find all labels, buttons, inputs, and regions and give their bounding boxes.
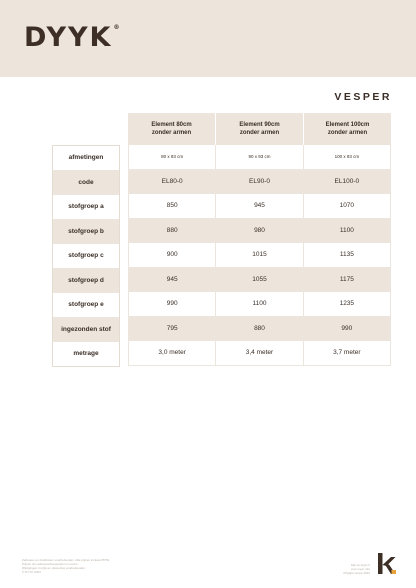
table-cell: 900 <box>129 243 216 267</box>
column-header: Element 90cm zonder armen <box>216 113 304 145</box>
footer-line: © DYYK 2024 <box>22 570 41 574</box>
table-cell: 990 <box>341 324 353 332</box>
table-cell: EL80-0 <box>129 170 216 194</box>
price-table <box>128 113 391 366</box>
table-cell: 880 <box>129 219 216 243</box>
table-cell: 1070 <box>339 202 355 210</box>
footer-line: Zetfouten en drukfouten voorbehouden. Alle prijzen inclusief BTW. <box>22 558 110 562</box>
table-row <box>128 292 391 317</box>
table-cell: 945 <box>129 268 216 292</box>
table-cell: 1100 <box>216 292 303 316</box>
table-cell: 1135 <box>339 251 354 259</box>
table-row <box>128 341 391 366</box>
footer-disclaimer <box>22 558 222 574</box>
footer-line: Kijk op dyyk.nl <box>350 563 370 567</box>
table-cell: EL90-0 <box>216 170 303 194</box>
row-labels <box>52 145 120 367</box>
row-label: stofgroep c <box>53 244 119 269</box>
row-label: stofgroep d <box>53 269 119 294</box>
table-cell: 3,7 meter <box>333 349 361 357</box>
table-cell: 795 <box>129 317 216 341</box>
table-cell: 90 x 93 cm <box>216 145 303 169</box>
table-cell: 1175 <box>339 275 354 283</box>
table-header-row <box>128 113 391 145</box>
column-header: Element 80cm zonder armen <box>128 113 216 145</box>
table-cell: 945 <box>216 194 303 218</box>
table-cell: 980 <box>216 219 303 243</box>
brand-logo <box>24 22 119 53</box>
footer-line: Prijzen zijn adviesverkoopprijzen in euro's. <box>22 562 79 566</box>
table-cell: 1055 <box>216 268 303 292</box>
footer-line: Prijslijst versie 2024 <box>343 571 370 575</box>
table-cell: 3,0 meter <box>129 341 216 365</box>
table-cell: 1235 <box>339 300 355 308</box>
table-row <box>128 145 391 170</box>
table-row <box>128 170 391 195</box>
row-label: code <box>53 171 119 196</box>
header-band <box>0 0 416 77</box>
table-cell: 850 <box>129 194 216 218</box>
row-label: stofgroep e <box>53 293 119 318</box>
table-cell: 880 <box>216 317 303 341</box>
row-label: stofgroep a <box>53 195 119 220</box>
column-header: Element 100cm zonder armen <box>325 122 370 136</box>
table-row <box>128 317 391 342</box>
table-cell: 990 <box>129 292 216 316</box>
footer-line: Wijzigingen in prijs en uitvoering voorbehouden. <box>22 566 86 570</box>
table-row <box>128 219 391 244</box>
footer-info <box>290 563 370 575</box>
row-label: ingezonden stof <box>53 318 119 343</box>
footer-line: voor meer info <box>350 567 370 571</box>
row-label: stofgroep b <box>53 220 119 245</box>
table-cell: 1015 <box>216 243 303 267</box>
table-row <box>128 243 391 268</box>
table-cell: 80 x 93 cm <box>129 145 216 169</box>
table-row <box>128 268 391 293</box>
table-cell: 100 x 93 cm <box>334 154 360 160</box>
table-cell: 3,4 meter <box>216 341 303 365</box>
registered-mark: ® <box>113 24 120 31</box>
table-row <box>128 194 391 219</box>
brand-name: DYYK <box>24 22 113 53</box>
row-label: afmetingen <box>53 146 119 171</box>
k-logo-icon <box>376 552 398 576</box>
table-cell: 1100 <box>339 226 354 234</box>
table-cell: EL100-0 <box>334 177 360 185</box>
product-title: VESPER <box>334 91 392 103</box>
row-label: metrage <box>73 350 99 357</box>
